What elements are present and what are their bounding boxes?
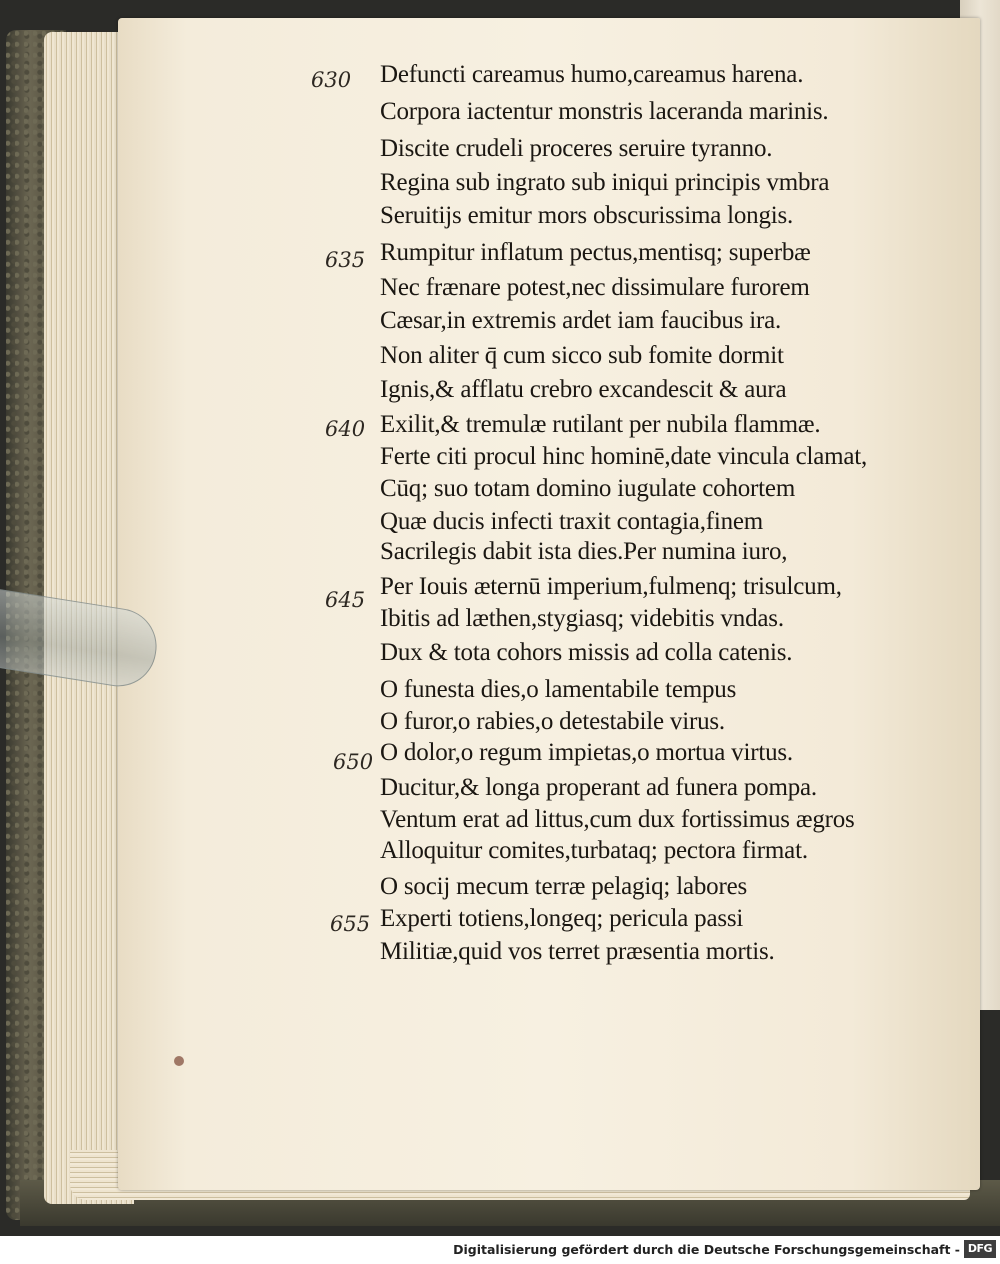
verse-line: Seruitijs emitur mors obscurissima longis. <box>380 202 794 229</box>
dfg-logo: DFG <box>964 1240 996 1258</box>
verse-line: Rumpitur inflatum pectus,mentisq; superbæ <box>380 239 811 266</box>
footer-banner <box>0 1236 1000 1264</box>
verse-line: Ventum erat ad littus,cum dux fortissimus ægros <box>380 806 855 833</box>
verse-line: Corpora iactentur monstris laceranda marinis. <box>380 98 829 125</box>
verse-line: Regina sub ingrato sub iniqui principis vmbra <box>380 169 830 196</box>
verse-line: Cūq; suo totam domino iugulate cohortem <box>380 475 796 502</box>
verse-line: Ferte citi procul hinc hominē,date vincula clamat, <box>380 443 868 470</box>
verse-line: Militiæ,quid vos terret præsentia mortis. <box>380 938 775 965</box>
verse-line: Dux & tota cohors missis ad colla catenis. <box>380 639 793 666</box>
margin-number: 640 <box>325 417 366 441</box>
margin-number: 630 <box>311 68 352 92</box>
margin-number: 650 <box>333 750 374 774</box>
verse-line: O furor,o rabies,o detestabile virus. <box>380 708 725 735</box>
margin-number: 635 <box>325 248 366 272</box>
verse-line: Non aliter q̄ cum sicco sub fomite dormit <box>380 342 784 369</box>
verse-line: O socij mecum terræ pelagiq; labores <box>380 873 747 900</box>
footer-credit: Digitalisierung gefördert durch die Deutsche Forschungsgemeinschaft - <box>453 1242 960 1257</box>
verse-line: Ducitur,& longa properant ad funera pompa. <box>380 774 817 801</box>
verse-line: Cæsar,in extremis ardet iam faucibus ira. <box>380 307 782 334</box>
verse-line: Defuncti careamus humo,careamus harena. <box>380 61 804 88</box>
verse-line: Nec frænare potest,nec dissimulare furorem <box>380 274 810 301</box>
verse-line: Ignis,& afflatu crebro excandescit & aura <box>380 376 787 403</box>
verse-line: Per Iouis æternū imperium,fulmenq; trisulcum, <box>380 573 842 600</box>
verse-line: Exilit,& tremulæ rutilant per nubila flammæ. <box>380 411 821 438</box>
verse-line: Alloquitur comites,turbataq; pectora firmat. <box>380 837 808 864</box>
verse-line: Ibitis ad læthen,stygiasq; videbitis vndas. <box>380 605 784 632</box>
verse-line: Experti totiens,longeq; pericula passi <box>380 905 744 932</box>
verse-line: O dolor,o regum impietas,o mortua virtus. <box>380 739 793 766</box>
verse-line: Discite crudeli proceres seruire tyranno. <box>380 135 773 162</box>
verse-line: Sacrilegis dabit ista dies.Per numina iuro, <box>380 538 788 565</box>
foxing-spot <box>174 1056 184 1066</box>
margin-number: 655 <box>330 912 371 936</box>
verse-line: O funesta dies,o lamentabile tempus <box>380 676 737 703</box>
verse-line: Quæ ducis infecti traxit contagia,finem <box>380 508 764 535</box>
margin-number: 645 <box>325 588 366 612</box>
